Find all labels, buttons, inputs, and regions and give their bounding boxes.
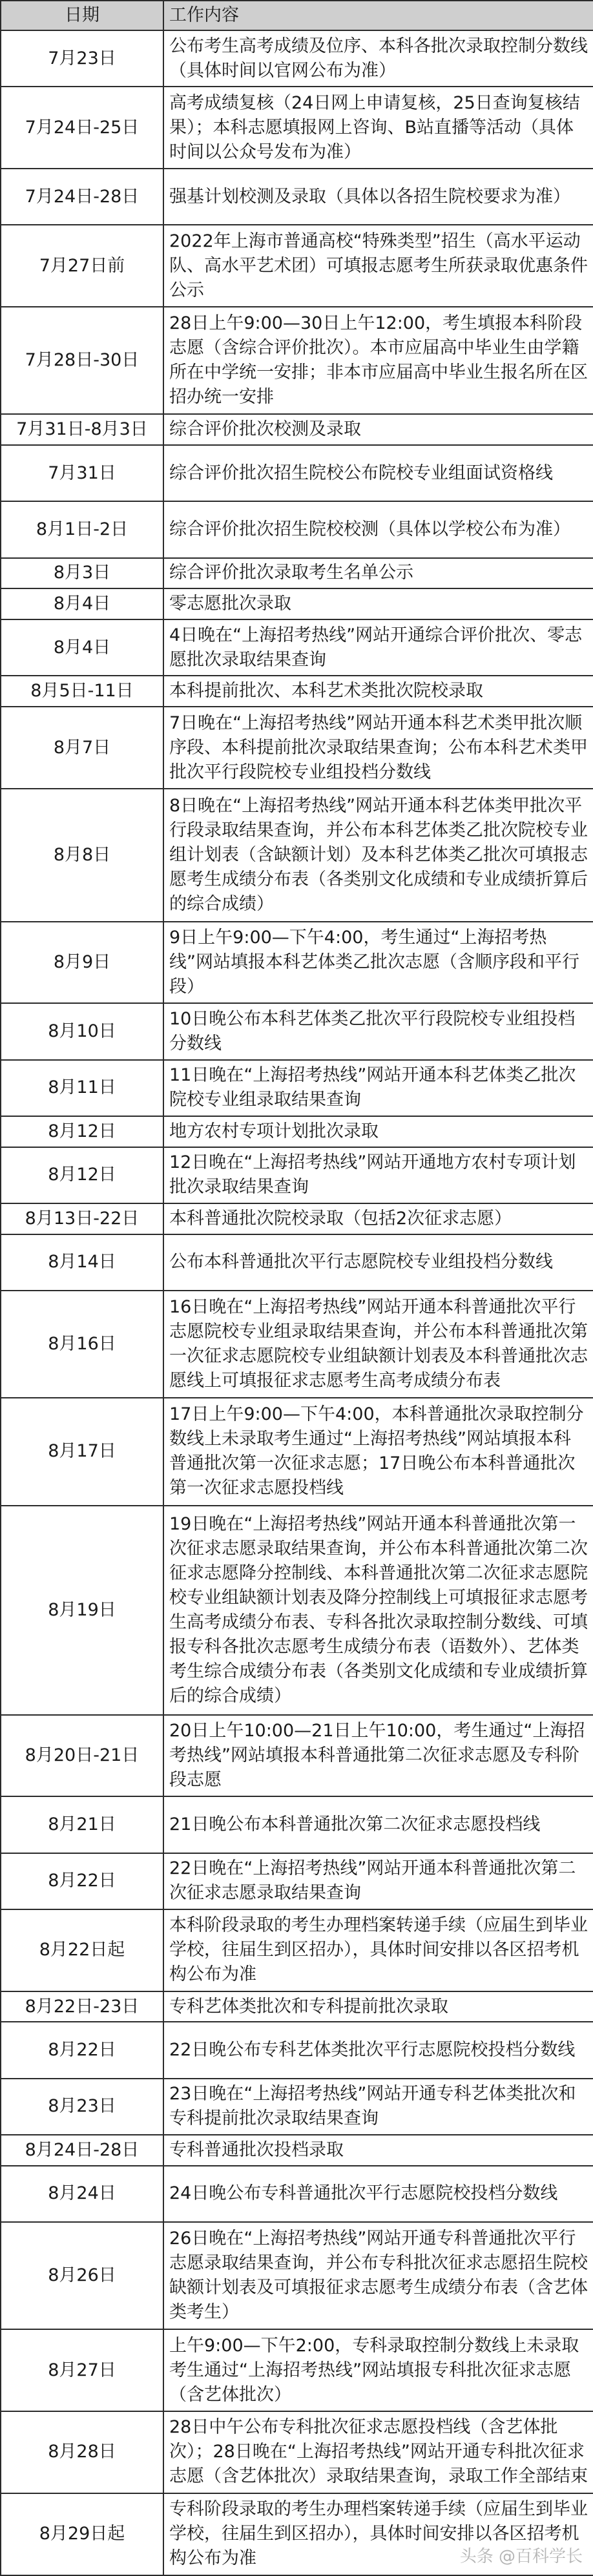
row-date: 7月27日前 [1,225,163,307]
row-date: 8月19日 [1,1506,163,1715]
table-row [1,2022,593,2078]
row-content: 上午9:00—下午2:00，专科录取控制分数线上未录取考生通过“上海招考热线”网站填报专科批次征求志愿（含艺体批次） [163,2329,593,2411]
table-row [1,1147,593,1203]
table-row [1,707,593,789]
row-date: 8月17日 [1,1398,163,1505]
table-row [1,2329,593,2411]
header-row [1,1,593,30]
row-content: 28日上午9:00—30日上午12:00，考生填报本科阶段志愿（含综合评价批次）。本市应届高中毕业生由学籍所在中学统一安排；非本市应届高中毕业生报名所在区招办统一安排 [163,307,593,414]
row-content: 综合评价批次招生院校校测（具体以学校公布为准） [163,501,593,557]
table-row [1,1003,593,1059]
row-date: 8月7日 [1,707,163,789]
table-row [1,676,593,707]
table-row [1,2166,593,2222]
row-content: 26日晚在“上海招考热线”网站开通专科普通批次平行志愿录取结果查询，并公布专科批次征求志愿招生院校缺额计划表及可填报征求志愿考生成绩分布表（含艺体类考生） [163,2222,593,2329]
table-row [1,2079,593,2135]
row-content: 专科阶段录取的考生办理档案转递手续（应届生到毕业学校，往届生到区招办），具体时间安排以各区招考机构公布为准 [163,2493,593,2575]
table-row [1,1234,593,1291]
row-content: 4日晚在“上海招考热线”网站开通综合评价批次、零志愿批次录取结果查询 [163,619,593,676]
row-content: 12日晚在“上海招考热线”网站开通地方农村专项计划批次录取结果查询 [163,1147,593,1203]
table-row [1,1991,593,2022]
table-row [1,922,593,1004]
row-content: 9日上午9:00—下午4:00，考生通过“上海招考热线”网站填报本科艺体类乙批次志愿（含顺序段和平行段） [163,922,593,1004]
row-date: 7月31日 [1,445,163,501]
table-row [1,1398,593,1505]
row-content: 7日晚在“上海招考热线”网站开通本科艺术类甲批次顺序段、本科提前批次录取结果查询；公布本科艺术类甲批次平行段院校专业组投档分数线 [163,707,593,789]
table-row [1,1291,593,1398]
row-date: 8月22日 [1,2022,163,2078]
row-date: 7月31日-8月3日 [1,414,163,445]
row-date: 7月23日 [1,30,163,87]
row-content: 高考成绩复核（24日网上申请复核，25日查询复核结果）；本科志愿填报网上咨询、B站直播等活动（具体时间以公众号发布为准） [163,87,593,169]
row-date: 8月8日 [1,789,163,922]
row-content: 地方农村专项计划批次录取 [163,1116,593,1147]
table-row [1,1715,593,1797]
row-date: 8月28日 [1,2411,163,2493]
table-row [1,619,593,676]
row-content: 19日晚在“上海招考热线”网站开通本科普通批次第一次征求志愿录取结果查询，并公布本科普通批次第二次征求志愿降分控制线、本科普通批次第二次征求志愿院校专业组缺额计划表及降分控制线上可填报征求志愿考生高考成绩分布表、专科各批次录取控制分数线、可填报专科各批次志愿考生成绩分布表（语数外）、艺体类考生综合成绩分布表（各类别文化成绩和专业成绩折算后的综合成绩） [163,1506,593,1715]
row-date: 8月22日起 [1,1909,163,1991]
row-date: 8月27日 [1,2329,163,2411]
content-column-header: 工作内容 [163,1,593,30]
row-content: 24日晚公布专科普通批次平行志愿院校投档分数线 [163,2166,593,2222]
row-content: 10日晚公布本科艺体类乙批次平行段院校专业组投档分数线 [163,1003,593,1059]
table-row [1,558,593,589]
table-row [1,2222,593,2329]
row-date: 8月20日-21日 [1,1715,163,1797]
table-row [1,414,593,445]
row-date: 7月24日-28日 [1,169,163,225]
table-row [1,2135,593,2166]
row-date: 8月4日 [1,619,163,676]
row-date: 8月24日 [1,2166,163,2222]
row-date: 8月10日 [1,1003,163,1059]
table-row [1,169,593,225]
row-date: 8月1日-2日 [1,501,163,557]
row-content: 综合评价批次校测及录取 [163,414,593,445]
row-date: 8月22日-23日 [1,1991,163,2022]
table-row [1,501,593,557]
row-content: 专科普通批次投档录取 [163,2135,593,2166]
row-content: 17日上午9:00—下午4:00，本科普通批次录取控制分数线上未录取考生通过“上海招考热线”网站填报本科普通批次第一次征求志愿；17日晚公布本科普通批次第一次征求志愿投档线 [163,1398,593,1505]
table-row [1,789,593,922]
row-content: 16日晚在“上海招考热线”网站开通本科普通批次平行志愿院校专业组录取结果查询，并公布本科普通批次第一次征求志愿院校专业组缺额计划表及本科普通批次志愿线上可填报征求志愿考生高考成绩分布表 [163,1291,593,1398]
row-date: 8月13日-22日 [1,1203,163,1234]
row-date: 8月5日-11日 [1,676,163,707]
row-date: 8月22日 [1,1853,163,1909]
table-row [1,225,593,307]
row-date: 8月29日起 [1,2493,163,2575]
table-row [1,1796,593,1853]
row-content: 综合评价批次录取考生名单公示 [163,558,593,589]
row-content: 11日晚在“上海招考热线”网站开通本科艺体类乙批次院校专业组录取结果查询 [163,1060,593,1116]
table-row [1,307,593,414]
table-row [1,1506,593,1715]
table-row [1,1909,593,1991]
row-content: 公布本科普通批次平行志愿院校专业组投档分数线 [163,1234,593,1291]
row-content: 专科艺体类批次和专科提前批次录取 [163,1991,593,2022]
table-row [1,30,593,87]
date-column-header: 日期 [1,1,163,30]
row-date: 8月12日 [1,1147,163,1203]
row-date: 8月12日 [1,1116,163,1147]
row-content: 20日上午10:00—21日上午10:00，考生通过“上海招考热线”网站填报本科普通批第二次征求志愿及专科阶段志愿 [163,1715,593,1797]
table-row [1,1203,593,1234]
row-content: 28日中午公布专科批次征求志愿投档线（含艺体批次）；28日晚在“上海招考热线”网站开通专科批次征求志愿（含艺体批次）录取结果查询，录取工作全部结束 [163,2411,593,2493]
row-date: 8月23日 [1,2079,163,2135]
row-date: 8月24日-28日 [1,2135,163,2166]
table-row [1,1060,593,1116]
table-row [1,588,593,619]
row-content: 公布考生高考成绩及位序、本科各批次录取控制分数线（具体时间以官网公布为准） [163,30,593,87]
row-date: 7月24日-25日 [1,87,163,169]
row-content: 2022年上海市普通高校“特殊类型”招生（高水平运动队、高水平艺术团）可填报志愿考生所获录取优惠条件公示 [163,225,593,307]
row-date: 8月11日 [1,1060,163,1116]
row-content: 强基计划校测及录取（具体以各招生院校要求为准） [163,169,593,225]
table-row [1,1116,593,1147]
row-date: 8月9日 [1,922,163,1004]
row-date: 8月16日 [1,1291,163,1398]
row-content: 22日晚在“上海招考热线”网站开通本科普通批次第二次征求志愿录取结果查询 [163,1853,593,1909]
row-content: 综合评价批次招生院校公布院校专业组面试资格线 [163,445,593,501]
row-content: 本科普通批次院校录取（包括2次征求志愿） [163,1203,593,1234]
row-content: 零志愿批次录取 [163,588,593,619]
row-content: 8日晚在“上海招考热线”网站开通本科艺体类甲批次平行段录取结果查询，并公布本科艺体类乙批次院校专业组计划表（含缺额计划）及本科艺体类乙批次可填报志愿考生成绩分布表（各类别文化成绩和专业成绩折算后的综合成绩） [163,789,593,922]
row-content: 23日晚在“上海招考热线”网站开通专科艺体类批次和专科提前批次录取结果查询 [163,2079,593,2135]
row-date: 8月21日 [1,1796,163,1853]
table-row [1,87,593,169]
row-date: 8月14日 [1,1234,163,1291]
row-content: 本科提前批次、本科艺术类批次院校录取 [163,676,593,707]
row-content: 21日晚公布本科普通批次第二次征求志愿投档线 [163,1796,593,1853]
row-content: 本科阶段录取的考生办理档案转递手续（应届生到毕业学校，往届生到区招办），具体时间安排以各区招考机构公布为准 [163,1909,593,1991]
table-row [1,445,593,501]
row-date: 8月26日 [1,2222,163,2329]
table-row [1,1853,593,1909]
row-date: 8月4日 [1,588,163,619]
table-row [1,2411,593,2493]
row-date: 8月3日 [1,558,163,589]
row-date: 7月28日-30日 [1,307,163,414]
row-content: 22日晚公布专科艺体类批次平行志愿院校投档分数线 [163,2022,593,2078]
watermark: 头条 @百科学长 [459,2547,583,2566]
